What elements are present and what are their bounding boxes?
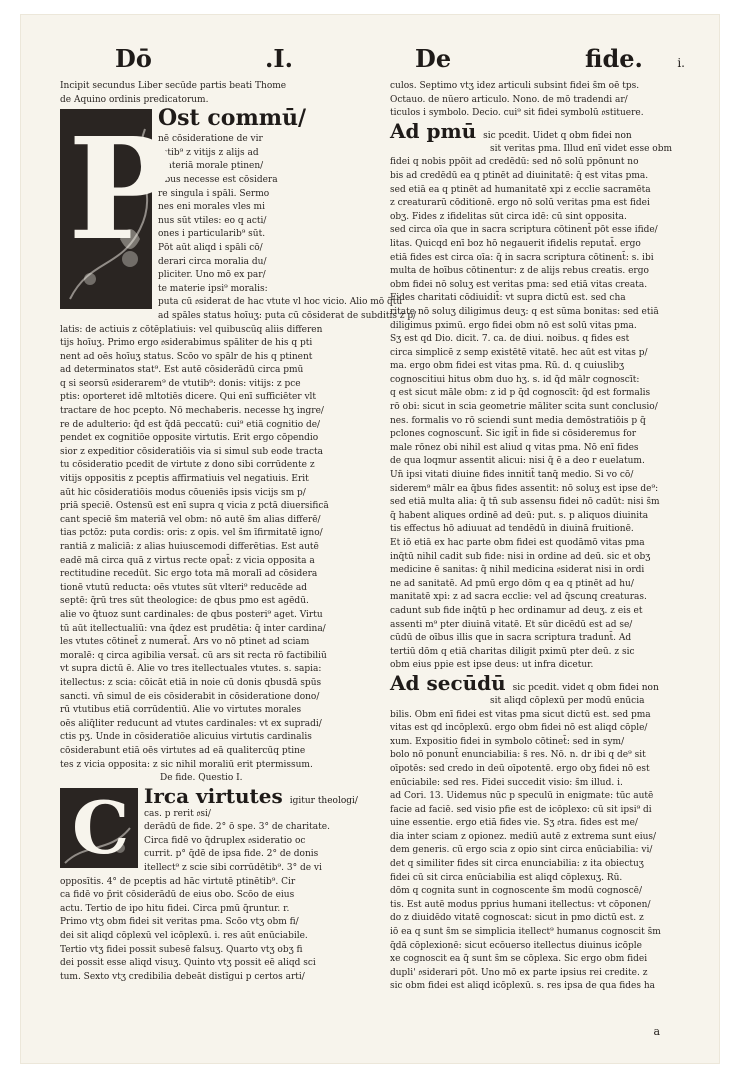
text-line: pclones cognoscunt̄. Sic igit̄ in fide si cōsideremus for: [390, 429, 637, 440]
book-page: [20, 14, 720, 1064]
text-line: fidei cū sit circa enūciabilia est aliqd cōplexuʒ. Rū.: [390, 872, 623, 883]
text-line: nes. formalis vo rō sciendi sunt media demōstratiōis p q̄: [390, 415, 646, 426]
text-line: itellectus: z scia: cōicāt etiā in noie cū donis qbusdā spūs: [60, 677, 322, 688]
article-heading-sub-line: sit aliqd cōplexū per modū enūcia: [490, 695, 645, 706]
text-line: nē cōsideratione de vir: [158, 134, 263, 145]
text-line: Et iō etiā ex hac parte obm fidei est quodāmō vitas pma: [390, 538, 645, 548]
article-heading-sub-line: sit veritas pma. Illud enī videt esse obm: [490, 143, 672, 154]
text-line: cūdū de oībus illis que in sacra scriptura tradunt̄. Ad: [390, 633, 632, 644]
text-line: dupli' 𝔬siderari pōt. Uno mō ex parte ipsius rei credite. z: [390, 967, 648, 978]
text-line: det q similiter fides sit circa enunciabilia: z ita obiectuʒ: [390, 859, 644, 870]
text-line: ad determinatos stat⁹. Est autē cōsiderādū circa pmū: [60, 365, 304, 376]
opening-word: Ost commū/: [158, 105, 307, 132]
article-heading-ad-secundum: [390, 670, 690, 695]
text-line: tis. Est autē modus pprius humani itellectus: vt cōponen/: [390, 899, 651, 910]
article-two-text: [390, 709, 690, 994]
question-list-continued: [390, 80, 690, 121]
text-line: alie vo q̄tuoz sunt cardinales: de qbus posteri⁹ aget. Virtu: [60, 609, 323, 620]
text-line: cōsiderabunt etiā oēs virtutes ad eā qualitercūq ptine: [60, 745, 306, 756]
text-line: medicine ē sanitas: q̄ nihil medicina 𝔬siderat nisi in ordi: [390, 565, 645, 576]
section-heading-sub: igitur theologi/: [289, 795, 358, 806]
text-line: culos. Septimo vtʒ idez articuli subsint fidei s̄m oē tps.: [390, 81, 640, 91]
text-line: cant speciē s̄m materiā vel obm: nō autē s̄m alias differē/: [60, 514, 321, 525]
text-line: Pōt aūt aliqd i spāli cō/: [158, 242, 263, 253]
text-line: Circa fidē vo q̄druplex 𝔬sideratio oc: [144, 835, 306, 846]
text-line: pendet ex cognitiōe opposite virtutis. Erit ergo cōpendio: [60, 433, 319, 444]
text-line: facie ad faciē. sed visio pfie est de icōplexo: cū sit ipsi⁹ di: [390, 804, 652, 815]
text-line: oēs aliq̄liter reducunt ad vtutes cardinales: vt ex supradi/: [60, 718, 322, 729]
text-line: Primo vtʒ obm fidei sit veritas pma. Scōo vtʒ obm fi/: [60, 917, 299, 928]
text-line: rū vtutibus etiā corrūdentiū. Alie vo virtutes morales: [60, 705, 302, 716]
text-line: xe cognoscit ea q̄ sunt s̄m se cōplexa. Sic ergo obm fidei: [390, 954, 648, 965]
left-column: [60, 80, 417, 1010]
text-line: obm eius ppie est ipse deus: ut infra dicetur.: [390, 660, 594, 671]
text-line: ones i particularib⁹ sūt.: [158, 229, 266, 240]
text-line: manitatē xpi: z ad sacra ecclie: vel ad q̄scunq creaturas.: [390, 592, 647, 603]
text-line: Sʒ est qd Dio. dicit. 7. ca. de diui. noibus. q fides est: [390, 334, 630, 345]
text-line: etiā fides est circa oīa: q̄ in sacra scriptura cōtinent̄: s. ibi: [390, 252, 654, 263]
text-line: vitas est qd incōplexū. ergo obm fidei nō est aliqd cōple/: [390, 723, 648, 734]
text-line: rantiā z maliciā: z alias huiuscemodi differētias. Est autē: [60, 542, 319, 552]
question-list: [60, 876, 360, 985]
text-line: cas. p rerit 𝔬si/: [144, 808, 211, 819]
article-heading-sub: sic pcedit. videt q obm fidei non: [512, 682, 659, 693]
text-line: vitijs oppositis z pceptis affirmatiuis vel negatiuis. Erit: [60, 474, 309, 485]
text-line: uine essentie. ergo etiā fides vie. Sʒ 𝔬tra. fides est me/: [390, 818, 638, 829]
text-line: tractare de hoc pcepto. Nō mechaberis. necesse hʒ ingre/: [60, 406, 324, 417]
header-de: De: [415, 44, 452, 73]
article-heading-text: Ad secūdū: [390, 670, 506, 695]
text-line: ctis pʒ. Unde in cōsideratiōe alicuius virtutis cardinalis: [60, 732, 312, 743]
signature-mark: a: [653, 1025, 660, 1038]
article-heading-text: Ad pmū: [390, 118, 477, 143]
text-line: dei possit esse aliqd visuʒ. Quinto vtʒ possit eē aliqd sci: [60, 958, 316, 969]
running-header: [115, 44, 690, 78]
folio-number: i.: [677, 56, 685, 70]
text-line: Un̄ ipsi vitati diuine fides innitit̄ tanq̄ medio. Si vo cō/: [390, 470, 634, 481]
section-heading-text: Irca virtutes: [144, 783, 283, 808]
text-line: ad Cori. 13. Uidemus nūc p speculū in enigmate: tūc autē: [390, 791, 654, 802]
text-line: aūt hic cōsideratiōis modus cōueniēs ipsis vicijs sm p/: [60, 487, 306, 498]
text-line: re de adulterio: q̄d est q̄dā peccatū: cui⁹ etiā cognitio de/: [60, 419, 321, 430]
text-line: nes eni morales vles mi: [158, 202, 265, 213]
text-line: sior z expeditior cōsideratiōis via si simul sub eode tracta: [60, 446, 324, 457]
text-line: puta cū 𝔬siderat de hac vtute vl hoc vicio. Alio mō q̄tū: [158, 297, 403, 308]
text-line: nus sūt vtiles: eo q acti/: [158, 215, 267, 226]
text-line: cognoscitiui hitus obm duo hʒ. s. id q̄d mālr cognoscīt:: [390, 374, 640, 385]
text-line: re singula i spāli. Sermo: [158, 188, 270, 199]
main-paragraph: [60, 296, 417, 772]
text-line: pliciter. Uno mō ex par/: [158, 270, 266, 281]
text-line: do z diuidēdo vitatē cognoscat: sicut in pmo dictū est. z: [390, 913, 644, 924]
text-line: tionē vtutū reducta: oēs vtutes sūt vlteri⁹ reducēde ad: [60, 582, 307, 593]
text-line: tibus necesse est cōsidera: [158, 174, 278, 185]
text-line: ritate nō soluʒ diligimus deuʒ: q est sūma bonitas: sed etiā: [390, 306, 659, 317]
text-line: de qua loqmur assentit alicui: nisi q̄ ē a deo r euelatum.: [390, 456, 645, 467]
question-heading: De fide. Questio I.: [160, 773, 243, 784]
text-line: Octauo. de nūero articulo. Nono. de mō tradendi ar/: [390, 94, 628, 105]
text-line: tutib⁹ z vitijs z alijs ad: [158, 147, 259, 158]
text-line: tijs hoīuʒ. Primo ergo 𝔬siderabimus spāliter de his q pti: [60, 338, 313, 349]
text-line: eadē mā circa quā z virtus recte opat̄: z vicia opposita a: [60, 555, 315, 566]
text-line: septē: q̄rū tres sūt theologice: de qbus pmo est agēdū.: [60, 596, 309, 607]
text-line: tertiū dōm q etiā charitas diligit pximū pter deū. z sic: [390, 646, 635, 657]
text-line: latis: de actiuis z cōtēplatiuis: vel quibuscūq aliis differen: [60, 324, 323, 335]
right-column: [390, 80, 690, 1010]
text-line: siderem⁹ mālr ea q̄bus fides assentit: nō soluʒ est ipse de⁹:: [390, 483, 659, 494]
text-line: sed circa oīa que in sacra scriptura cōtinent̄ pōt esse ifide/: [390, 225, 658, 236]
text-line: currit. p° q̄dē de ipsa fide. 2° de donis: [144, 849, 319, 860]
text-line: derādū de fide. 2° ō spe. 3° de charitate.: [144, 822, 330, 833]
text-line: nent ad oēs hoīuʒ status. Scōo vo spālr de his q ptinent: [60, 351, 313, 362]
incipit-line: de Aquino ordinis predicatorum.: [60, 94, 209, 105]
header-mid: .I.: [265, 44, 293, 73]
text-line: male rōnez obi nihil est aliud q vitas pma. Nō enī fides: [390, 442, 639, 453]
text-line: cadunt sub fide inq̄tū p hec ordinamur ad deuʒ. z eis et: [390, 605, 643, 616]
text-line: obʒ. Fides z ifidelitas sūt circa idē: cū sint opposita.: [390, 211, 627, 222]
text-line: dōm q cognita sunt in cognoscente s̄m modū cognoscē/: [390, 886, 643, 897]
text-line: dei sit aliqd cōplexū vel icōplexū. i. res aūt enūciabile.: [60, 931, 308, 942]
text-line: Fides charitati cōdiuidit̄: vt supra dictū est. sed cha: [390, 293, 626, 304]
text-line: dem generis. cū ergo scia z opio sint circa enūciabilia: vi/: [390, 845, 653, 856]
text-line: sic obm fidei est aliqd icōplexū. s. res ipsa de qua fides ha: [390, 981, 656, 992]
text-line: priā speciē. Ostensū est enī supra q vicia z pctā diuersificā: [60, 501, 329, 512]
text-line: tum. Sexto vtʒ credibilia debeāt distīgui p certos arti/: [60, 971, 305, 982]
text-line: materiā morale ptinen/: [158, 161, 264, 172]
text-line: circa simplicē z semp existētē vitatē. hec aūt est vitas p/: [390, 347, 648, 358]
text-line: itellect⁹ z scie sibi corrūdētib⁹. 3° de vi: [144, 863, 322, 874]
text-line: multa de hoībus cōtinentur: z de alijs rebus creatis. ergo: [390, 266, 649, 277]
text-line: fidei q nobis ppōit ad credēdū: sed nō solū ppōnunt no: [390, 157, 639, 168]
text-line: bolo nō ponunt̄ enunciabilia: s̄ res. Nō. n. dr ibi q de⁹ sit: [390, 750, 646, 761]
header-left: Dō: [115, 44, 152, 73]
text-line: enūciabile: sed res. Fidei succedit visio: s̄m illud. i.: [390, 777, 623, 788]
text-line: ca fidē vo p̄rit cōsiderādū de eius obo. Scōo de eius: [60, 890, 295, 901]
text-line: obm fidei nō soluʒ est veritas pma: sed etiā vitas creata.: [390, 279, 648, 290]
text-line: dia inter sciam z opionez. mediū autē z extrema sunt eius/: [390, 831, 657, 842]
text-line: vt supra dictū ē. Alie vo tres itellectuales vtutes. s. sapia:: [60, 664, 322, 675]
text-line: ptis: oporteret idē mltotiēs dicere. Qui enī sufficiēter vlt: [60, 392, 317, 403]
initial-letter: C: [72, 784, 130, 870]
text-line: tu cōsideratio pcedit de virtute z dono sibi corrūdente z: [60, 460, 315, 471]
text-line: te materie ipsi⁹ moralis:: [158, 283, 268, 294]
text-line: diligimus pximū. ergo fidei obm nō est solū vitas pma.: [390, 320, 637, 331]
text-line: sancti. vn̄ simul de eis cōsiderabit in cōsideratione dono/: [60, 691, 320, 702]
text-line: actu. Tertio de ipo hitu fidei. Circa pmū q̄runtur. r.: [60, 903, 290, 914]
text-line: ma. ergo obm fidei est vitas pma. Rū. d. q cuiuslibʒ: [390, 361, 625, 372]
text-line: Tertio vtʒ fidei possit subesē falsuʒ. Quarto vtʒ obʒ fi: [60, 944, 303, 955]
text-line: oīpotēs: sed credo in deū oīpotentē. ergo obʒ fidei nō est: [390, 763, 650, 774]
text-line: q est sicut māle obm: z id p q̄d cognoscīt: q̄d est formalis: [390, 388, 651, 399]
text-line: ticulos i symbolo. Decio. cui⁹ sit fidei symbolū 𝔬stituere.: [390, 108, 644, 119]
text-line: inq̄tū nihil cadit sub fide: nisi in ordine ad deū. sic et obʒ: [390, 551, 651, 562]
text-line: ad spāles status hoīuʒ: puta cū cōsiderat de subditis z p/: [158, 310, 417, 321]
header-fide: fide.: [585, 44, 643, 73]
text-line: rectitudine recedūt. Sic ergo tota mā moralī ad cōsidera: [60, 569, 318, 580]
text-line: les vtutes cōtinet̄ z numerat̄. Ars vo nō ptinet ad sciam: [60, 637, 310, 648]
text-line: tias pctōz: puta cordis: oris: z opis. vel s̄m īfirmitatē igno/: [60, 528, 323, 539]
decorated-initial-p: [60, 108, 174, 309]
text-line: sed etiā multa alia: q̄ tn̄ sub assensu fidei nō cadūt: nisi s̄m: [390, 497, 660, 508]
text-line: z creaturarū cōditionē. ergo nō solū veritas pma est fidei: [390, 198, 650, 209]
article-heading-ad-primum: [390, 118, 690, 143]
article-heading-sub: sic pcedit. Uidet q obm fidei non: [483, 130, 632, 141]
text-line: ne ad sanitatē. Ad pmū ergo dōm q ea q ptinēt ad hu/: [390, 578, 634, 589]
text-line: tes z vicia opposita: z sic nihil moraliū erit ptermissum.: [60, 759, 313, 770]
text-line: bis ad credēdū ea q ptinēt ad diuinitatē: q̄ est vitas pma.: [390, 170, 649, 181]
text-line: iō ea q sunt s̄m se simplicia itellect⁹ humanus cognoscit s̄m: [390, 927, 661, 938]
text-line: rō obi: sicut in scia geometrie māliter scita sunt conclusio/: [390, 402, 658, 413]
text-line: tū aūt itellectualiū: vna q̄dez est prudētia: q̄ inter cardina/: [60, 623, 326, 634]
text-line: xum. Expositio fidei in symbolo cōtinet̄: sed in sym/: [390, 736, 625, 747]
text-line: tis effectus hō adiuuat ad tendēdū in diuinā fruitionē.: [390, 524, 634, 535]
text-line: moralē: q circa agibilia versat̄. cū ars sit recta rō factibiliū: [60, 650, 327, 661]
text-line: bilis. Obm enī fidei est vitas pma sicut dictū est. sed pma: [390, 709, 651, 720]
incipit-line: Incipit secundus Liber secūde partis beati Thome: [60, 81, 287, 91]
text-line: litas. Quicqd enī boz hō negauerit ifidelis reputat̄. ergo: [390, 238, 641, 249]
text-line: sed etiā ea q ptinēt ad humanitatē xpi z ecclie sacramēta: [390, 184, 651, 195]
text-line: assenti m⁹ pter diuinā vitatē. Et sūr dicēdū est ad se/: [390, 619, 633, 630]
decorated-initial-c: [60, 784, 138, 870]
text-line: q̄ habent aliques ordinē ad deū: put. s. p aliquos diuinita: [390, 510, 649, 521]
text-line: q si seorsū 𝔬siderarem⁹ de vtutib⁹: donis: vitijs: z pce: [60, 378, 301, 389]
text-line: derari circa moralia du/: [158, 256, 267, 267]
text-line: q̄dā cōplexionē: sicut ecōuerso itellectus diuinus icōple: [390, 940, 643, 951]
article-one-text: [390, 156, 690, 673]
initial-letter: P: [68, 108, 174, 273]
text-line: opposītis. 4° de pceptis ad hāc virtutē ptinētib⁹. Cir: [60, 876, 296, 887]
